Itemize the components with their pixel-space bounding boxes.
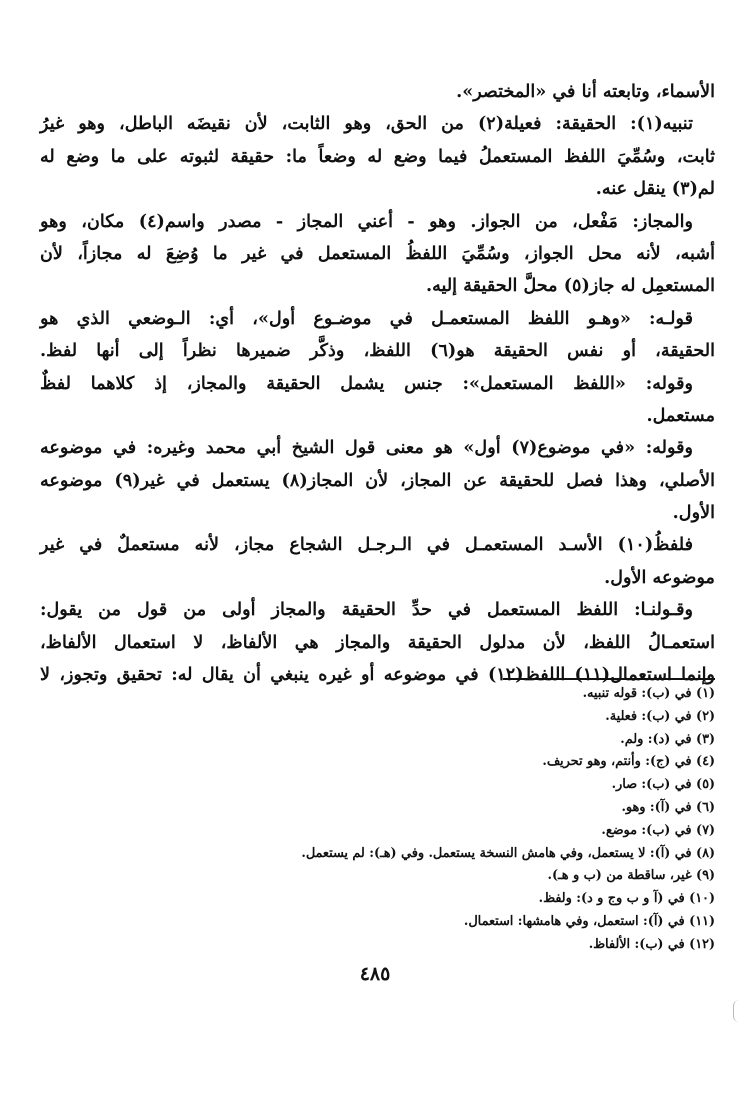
footnote: (١٠) في (آ و ب وج و د): ولفظ. bbox=[538, 891, 715, 907]
text-line: الحقيقة، أو نفس الحقيقة هو(٦) اللفظ، وذكَّر ضميرها نظراً إلى أنها لفظ. bbox=[40, 340, 715, 362]
footnote: (٤) في (ج): وأنتم، وهو تحريف. bbox=[542, 754, 715, 770]
text-line: الأسماء، وتابعته أنا في «المختصر». bbox=[456, 81, 715, 102]
text-line: والمجاز: مَفْعل، من الجواز. وهو - أعني المجاز - مصدر واسم(٤) مكان، وهو bbox=[40, 210, 693, 232]
text-line: فلفظُ(١٠) الأسـد المستعمـل في الـرجـل الشجاع مجاز، لأنه مستعملٌ في غير bbox=[40, 534, 693, 556]
text-line: وإنما استعمال(١١) اللفظ(١٢) في موضوعه أو غيره ينبغي أن يقال له: تحقيق وتجوز، لا bbox=[40, 664, 715, 686]
text-line: ثابت، وسُمِّيَ اللفظ المستعملُ فيما وضع له وضعاً ما: حقيقة لثبوته على ما وضع له bbox=[40, 145, 715, 167]
footnote: (٢) في (ب): فعلية. bbox=[605, 708, 715, 724]
text-line: تنبيه(١): الحقيقة: فعيلة(٢) من الحق، وهو الثابت، لأن نقيضَه الباطل، وهو غيرُ bbox=[40, 113, 694, 135]
footnote: (٧) في (ب): موضع. bbox=[601, 822, 715, 838]
footnote: (١١) في (آ): استعمل، وفي هامشها: استعمال. bbox=[463, 913, 715, 929]
text-line: وقوله: «في موضوع(٧) أول» هو معنى قول الشيخ أبي محمد وغيره: في موضوعه bbox=[40, 437, 693, 459]
footnotes bbox=[40, 683, 715, 957]
scan-edge-mark bbox=[733, 1000, 744, 1022]
text-line: موضوعه الأول. bbox=[604, 566, 715, 588]
text-line: مستعمل. bbox=[646, 404, 715, 426]
page-number: ٤٨٥ bbox=[359, 963, 391, 985]
text-line: لم(٣) ينقل عنه. bbox=[595, 178, 715, 200]
footnote: (٣) في (د): ولم. bbox=[620, 731, 715, 747]
text-line: الأصلي، وهذا فصل للحقيقة عن المجاز، لأن المجاز(٨) يستعمل في غير(٩) موضوعه bbox=[40, 469, 716, 491]
footnote-separator bbox=[503, 678, 715, 680]
footnote: (٩) غير، ساقطة من (ب و هـ). bbox=[547, 868, 715, 884]
footnote: (٦) في (آ): وهو. bbox=[621, 799, 715, 815]
text-line: أشبه، لأنه محل الجواز، وسُمِّيَ اللفظُ المستعمل في غير ما وُضِعَ له مجازاً، لأن bbox=[40, 242, 715, 264]
text-line: وقوله: «اللفظ المستعمل»: جنس يشمل الحقيقة والمجاز، إذ كلاهما لفظٌ bbox=[40, 372, 693, 394]
text-line: استعمـالُ اللفظ، لأن مدلول الحقيقة والمجاز هي الألفاظ، لا استعمال الألفاظ، bbox=[40, 631, 715, 653]
text-line: الأول. bbox=[672, 502, 715, 524]
text-line: قولـه: «وهـو اللفظ المستعمـل في موضـوع أول»، أي: الـوضعي الذي هو bbox=[40, 307, 693, 329]
text-line: المستعمِل له جاز(٥) محلَّ الحقيقة إليه. bbox=[425, 275, 715, 297]
footnote: (١) في (ب): قوله تنبيه. bbox=[582, 686, 715, 701]
text-line: وقـولنـا: اللفظ المستعمل في حدِّ الحقيقة والمجاز أولى من قول من يقول: bbox=[40, 599, 693, 621]
main-text bbox=[40, 76, 715, 691]
footnote: (٨) في (آ): لا يستعمل، وفي هامش النسخة يستعمل. وفي (هـ): لم يستعمل. bbox=[301, 845, 715, 861]
footnote: (٥) في (ب): صار. bbox=[611, 777, 715, 793]
footnote: (١٢) في (ب): الألفاظ. bbox=[588, 936, 715, 952]
